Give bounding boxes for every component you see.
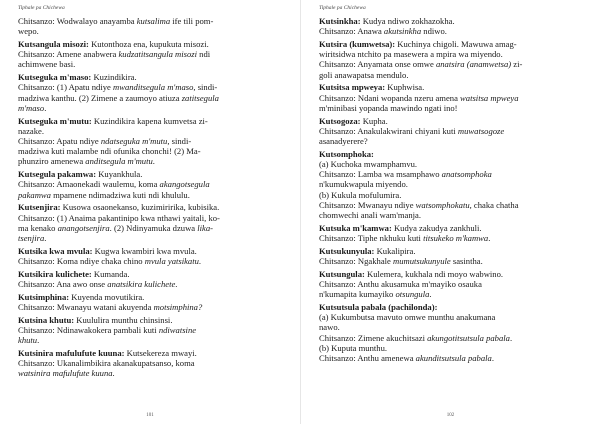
entry-headline bbox=[319, 116, 582, 126]
example-phrase: anatsikira kulichete bbox=[107, 279, 176, 290]
entry-text: Kuululira munthu chinsinsi. bbox=[74, 314, 173, 325]
headword: Kutsina khutu: bbox=[18, 314, 75, 325]
entry-text: Kudya ndiwo zokhazokha. bbox=[360, 16, 455, 26]
headword: Kutsogoza: bbox=[319, 115, 361, 126]
headword: Kutsegula pakamwa: bbox=[18, 169, 97, 180]
entry-line bbox=[319, 136, 582, 146]
example-phrase: lika- bbox=[197, 222, 214, 233]
entry-headline bbox=[18, 116, 288, 126]
entry-text: Chitsanzo: Ngakhale bbox=[319, 256, 393, 267]
dictionary-entry bbox=[319, 82, 582, 113]
entry-headline bbox=[18, 292, 288, 302]
headword: Kutsitsa mpweya: bbox=[319, 82, 386, 93]
headword: Kutsungula: bbox=[319, 268, 365, 279]
entry-line bbox=[18, 223, 288, 233]
dictionary-entry bbox=[18, 315, 288, 346]
entry-text: . bbox=[37, 335, 40, 346]
entry-text: Chitsanzo: Ndani wopanda nzeru amena bbox=[319, 92, 461, 103]
entry-text: Chitsanzo: Amene anabwera bbox=[18, 49, 119, 60]
entry-headline bbox=[18, 246, 288, 256]
entry-text: Chitsanzo: Tiphe nkhuku kuti bbox=[319, 233, 424, 244]
example-phrase: otsungula bbox=[395, 289, 430, 300]
dictionary-entry bbox=[319, 246, 582, 266]
entry-text: . bbox=[429, 289, 432, 300]
example-phrase: akungotitsutsula pabala bbox=[427, 332, 510, 343]
entry-text: Chitsanzo: Ndinawakokera pambali kuti bbox=[18, 325, 159, 336]
entry-text: Kugwa kwambiri kwa mvula. bbox=[92, 245, 197, 256]
headword: Kutsangula misozi: bbox=[18, 39, 89, 49]
entry-text: Chitsanzo: Zimene akuchitsazi bbox=[319, 332, 428, 343]
left-entries bbox=[18, 16, 288, 379]
entry-text: Chitsanzo: (1) Apatu ndiye bbox=[18, 82, 113, 93]
entry-line bbox=[319, 126, 582, 136]
entry-text: . bbox=[488, 233, 491, 244]
dictionary-entry bbox=[319, 39, 582, 80]
entry-text: Chitsanzo: Anthu amenewa bbox=[319, 353, 416, 364]
right-page bbox=[300, 0, 600, 424]
dictionary-entry bbox=[18, 202, 288, 243]
entry-line bbox=[319, 26, 582, 36]
dictionary-entry bbox=[18, 169, 288, 200]
entry-line bbox=[319, 233, 582, 243]
entry-text: Kuyankhula. bbox=[96, 169, 143, 180]
dictionary-entry bbox=[319, 223, 582, 243]
entry-text: Chitsanzo: Amaonekadi waulemu, koma bbox=[18, 179, 160, 190]
entry-text: . bbox=[44, 102, 47, 113]
entry-text: Kutonthoza ena, kupukuta misozi. bbox=[88, 39, 209, 49]
entry-text: . bbox=[509, 332, 513, 343]
entry-line bbox=[319, 103, 582, 113]
entry-text: Chitsanzo: Anyamata onse omwe bbox=[319, 59, 436, 70]
entry-line bbox=[18, 279, 288, 289]
dictionary-entry bbox=[319, 149, 582, 220]
entry-text: . bbox=[491, 353, 494, 364]
page-number-left: 101 bbox=[146, 413, 154, 418]
entry-line bbox=[319, 279, 582, 289]
entry-headline bbox=[319, 39, 582, 49]
entry-line bbox=[319, 256, 582, 266]
example-phrase: zatitsegula bbox=[181, 92, 219, 103]
entry-text: . (2) Ndinyamuka dzuwa bbox=[109, 222, 198, 233]
entry-text: Kuzindikira. bbox=[91, 72, 137, 83]
entry-text: (b) Kukula mofulumira. bbox=[319, 189, 402, 200]
headword: Kutsomphoka: bbox=[319, 148, 374, 159]
entry-text: goli anawapatsa mendulo. bbox=[319, 69, 409, 80]
dictionary-entry bbox=[319, 116, 582, 147]
dictionary-entry bbox=[319, 16, 582, 36]
entry-text: n'kumukwapula miyendo. bbox=[319, 179, 408, 190]
headword: Kutsinkha: bbox=[319, 16, 361, 26]
entry-text: madziwa kuti malambe ndi ofunika chonchi! (2) Ma- bbox=[18, 146, 201, 157]
entry-line bbox=[319, 312, 582, 322]
dictionary-entry bbox=[18, 246, 288, 266]
running-head-right: Tiphale pa Chichewa bbox=[319, 5, 366, 11]
headword: Kutsinira mafulufute kuuna: bbox=[18, 348, 125, 359]
entry-text: Kuyenda movutikira. bbox=[69, 291, 145, 302]
entry-text: Chitsanzo: Anakulakwirani chiyani kuti bbox=[319, 125, 458, 136]
entry-line bbox=[319, 343, 582, 353]
headword: Kutsukunyula: bbox=[319, 245, 375, 256]
example-phrase: titsukeko m'kamwa bbox=[423, 233, 489, 244]
entry-text: madziwa kanthu. (2) Zimene a zaumoyo atiuza bbox=[18, 92, 182, 103]
entry-text: chomwechi anali wam'manja. bbox=[319, 210, 422, 221]
entry-line bbox=[319, 59, 582, 69]
entry-text: Kukalipira. bbox=[374, 245, 416, 256]
example-phrase: watsitsa mpweya bbox=[460, 92, 519, 103]
example-phrase: anangotsenjira bbox=[57, 222, 110, 233]
headword: Kutsimphina: bbox=[18, 291, 70, 302]
entry-line bbox=[319, 169, 582, 179]
entry-headline bbox=[319, 269, 582, 279]
entry-text: phunziro amenewa bbox=[18, 156, 86, 167]
example-phrase: mvula yatsikatu bbox=[144, 256, 199, 267]
entry-text: Kulemera, kukhala ndi moyo wabwino. bbox=[364, 268, 504, 279]
entry-text: (a) Kuchoka mwamphamvu. bbox=[319, 159, 418, 170]
entry-text: Chitsanzo: Ana awo onse bbox=[18, 279, 108, 290]
headword: Kutsira (kumwetsa): bbox=[319, 39, 396, 49]
example-phrase: pakamwa bbox=[18, 189, 51, 200]
example-phrase: watsinira mafulufute kuuna bbox=[18, 368, 113, 379]
example-phrase: mumutsukunyule bbox=[392, 256, 451, 267]
dictionary-entry bbox=[319, 302, 582, 363]
entry-headline bbox=[18, 269, 288, 279]
dictionary-entry bbox=[18, 16, 288, 36]
example-phrase: tsenjira bbox=[18, 233, 45, 244]
example-phrase: akutsinkha bbox=[383, 26, 422, 37]
entry-headline bbox=[18, 169, 288, 179]
dictionary-entry bbox=[18, 292, 288, 312]
entry-text: n'kumapita kumayiko bbox=[319, 289, 396, 300]
entry-line bbox=[18, 26, 288, 36]
entry-text: (a) Kukumbutsa mavuto omwe munthu anakumana bbox=[319, 312, 496, 323]
example-phrase: khutu bbox=[18, 335, 38, 346]
entry-line bbox=[18, 358, 288, 368]
entry-line bbox=[18, 59, 288, 69]
entry-text: Chitsanzo: Apatu ndiye bbox=[18, 136, 101, 147]
entry-line bbox=[319, 322, 582, 332]
entry-headline bbox=[319, 223, 582, 233]
entry-line bbox=[18, 136, 288, 146]
entry-line bbox=[18, 256, 288, 266]
entry-text: Chitsanzo: Ukanalimbikira akanakupatsanso, koma bbox=[18, 358, 195, 369]
entry-text: ndiwo. bbox=[421, 26, 447, 37]
entry-text: Chitsanzo: Koma ndiye chaka chino bbox=[18, 256, 145, 267]
entry-text: Kumanda. bbox=[91, 268, 130, 279]
entry-line bbox=[18, 213, 288, 223]
entry-text: m'minibasi yopanda mawindo ngati ino! bbox=[319, 102, 458, 113]
headword: Kutsikira kulichete: bbox=[18, 268, 92, 279]
entry-text: asanadyerere? bbox=[319, 136, 368, 147]
dictionary-entry bbox=[18, 348, 288, 379]
entry-text: Kuphwisa. bbox=[385, 82, 425, 93]
entry-headline bbox=[18, 72, 288, 82]
entry-line bbox=[18, 103, 288, 113]
headword: Kutsenjira: bbox=[18, 202, 61, 213]
entry-line bbox=[319, 159, 582, 169]
entry-line bbox=[319, 93, 582, 103]
entry-text: Chitsanzo: Anawa bbox=[319, 26, 384, 37]
entry-line bbox=[18, 368, 288, 378]
dictionary-entry bbox=[18, 72, 288, 113]
headword: Kutseguka m'maso: bbox=[18, 72, 92, 83]
example-phrase: muwatsogoze bbox=[457, 125, 505, 136]
entry-text: , sindi- bbox=[193, 82, 218, 93]
example-phrase: akangotsegula bbox=[159, 179, 210, 190]
entry-line bbox=[319, 179, 582, 189]
entry-text: Chitsanzo: Wodwalayo anayamba bbox=[18, 16, 137, 26]
entry-line bbox=[319, 190, 582, 200]
entry-line bbox=[18, 82, 288, 92]
entry-text: Kuzindikira kapena kumvetsa zi- bbox=[91, 115, 208, 126]
entry-line bbox=[319, 289, 582, 299]
entry-headline bbox=[18, 348, 288, 358]
example-phrase: watsomphokatu bbox=[415, 199, 470, 210]
entry-headline bbox=[319, 246, 582, 256]
example-phrase: ndatseguka m'mutu bbox=[100, 136, 168, 147]
entry-text: . bbox=[198, 256, 202, 267]
entry-text: Kupha. bbox=[360, 115, 388, 126]
entry-text: zi- bbox=[511, 59, 523, 70]
entry-text: . bbox=[112, 368, 115, 379]
example-phrase: kudzatitsangula misozi bbox=[118, 49, 198, 60]
entry-line bbox=[18, 325, 288, 335]
entry-text: . bbox=[152, 156, 155, 167]
example-phrase: kutsalima bbox=[136, 16, 171, 26]
entry-text: Chitsanzo: Lamba wa msamphawo bbox=[319, 169, 442, 180]
entry-text: Kusowa osaonekanso, kuzimiririka, kubisika. bbox=[60, 202, 220, 213]
entry-text: ma kenako bbox=[18, 222, 58, 233]
entry-line bbox=[18, 302, 288, 312]
entry-text: sasintha. bbox=[450, 256, 483, 267]
example-phrase: motsimphina? bbox=[153, 302, 203, 313]
entry-text: (b) Kuputa munthu. bbox=[319, 342, 388, 353]
entry-text: . bbox=[44, 233, 47, 244]
entry-text: ife tili pom- bbox=[170, 16, 214, 26]
example-phrase: akunditsutsula pabala bbox=[415, 353, 492, 364]
entry-headline bbox=[18, 39, 288, 49]
dictionary-entry bbox=[18, 116, 288, 167]
headword: Kutsika kwa mvula: bbox=[18, 245, 93, 256]
entry-line bbox=[18, 233, 288, 243]
entry-text: achimwene basi. bbox=[18, 59, 76, 70]
entry-text: . bbox=[175, 279, 178, 290]
entry-line bbox=[18, 146, 288, 156]
entry-line bbox=[319, 49, 582, 59]
entry-text: Chitsanzo: (1) Anaima pakantinipo kwa nthawi yaitali, ko- bbox=[18, 212, 220, 223]
entry-text: Chitsanzo: Mwanayu watani akuyenda bbox=[18, 302, 154, 313]
entry-text: wepo. bbox=[18, 26, 39, 37]
entry-line bbox=[319, 210, 582, 220]
example-phrase: ndiwatsine bbox=[158, 325, 197, 336]
entry-headline bbox=[319, 16, 582, 26]
entry-text: , sindi- bbox=[167, 136, 192, 147]
entry-text: Chitsanzo: Mwanayu ndiye bbox=[319, 199, 416, 210]
entry-headline bbox=[18, 202, 288, 212]
entry-text: , chaka chatha bbox=[469, 199, 519, 210]
dictionary-entry bbox=[18, 39, 288, 70]
entry-text: Kutsekereza mwayi. bbox=[124, 348, 197, 359]
running-head-left: Tiphale pa Chichewa bbox=[18, 5, 65, 11]
example-phrase: mwanditsegula m'maso bbox=[113, 82, 194, 93]
entry-headline bbox=[319, 302, 582, 312]
example-phrase: m'maso bbox=[18, 102, 45, 113]
entry-headline bbox=[18, 315, 288, 325]
entry-line bbox=[18, 126, 288, 136]
entry-headline bbox=[319, 149, 582, 159]
entry-line bbox=[319, 333, 582, 343]
example-phrase: anditsegula m'mutu bbox=[85, 156, 153, 167]
entry-line bbox=[18, 156, 288, 166]
entry-text: Kuchinya chigoli. Mawuwa amag- bbox=[395, 39, 517, 49]
entry-text: ndi bbox=[197, 49, 211, 60]
example-phrase: anatsira (anamwetsa) bbox=[435, 59, 512, 70]
entry-line bbox=[18, 190, 288, 200]
entry-text: nazake. bbox=[18, 125, 44, 136]
page-number-right: 102 bbox=[446, 413, 455, 418]
right-entries bbox=[319, 16, 582, 363]
entry-headline bbox=[319, 82, 582, 92]
entry-line bbox=[319, 200, 582, 210]
entry-line bbox=[18, 179, 288, 189]
entry-text: wiritsidwa ntchito pa masewera a mpira wa miyendo. bbox=[319, 49, 503, 60]
headword: Kutsutsula pabala (pachilonda): bbox=[319, 302, 438, 313]
entry-text: Chitsanzo: Anthu akusamuka m'mayiko osauka bbox=[319, 279, 482, 290]
headword: Kutsuka m'kamwa: bbox=[319, 222, 392, 233]
dictionary-entry bbox=[18, 269, 288, 289]
headword: Kutseguka m'mutu: bbox=[18, 115, 92, 126]
entry-line bbox=[18, 93, 288, 103]
dictionary-entry bbox=[319, 269, 582, 300]
entry-line bbox=[18, 335, 288, 345]
entry-line bbox=[319, 353, 582, 363]
entry-line bbox=[18, 49, 288, 59]
entry-text: nawo. bbox=[319, 322, 340, 333]
entry-headline bbox=[18, 16, 288, 26]
example-phrase: anatsomphoka bbox=[441, 169, 492, 180]
entry-line bbox=[319, 70, 582, 80]
entry-text: Kudya zakudya zankhuli. bbox=[391, 222, 482, 233]
entry-text: mpamene ndimadziwa kuti ndi khululu. bbox=[50, 189, 190, 200]
